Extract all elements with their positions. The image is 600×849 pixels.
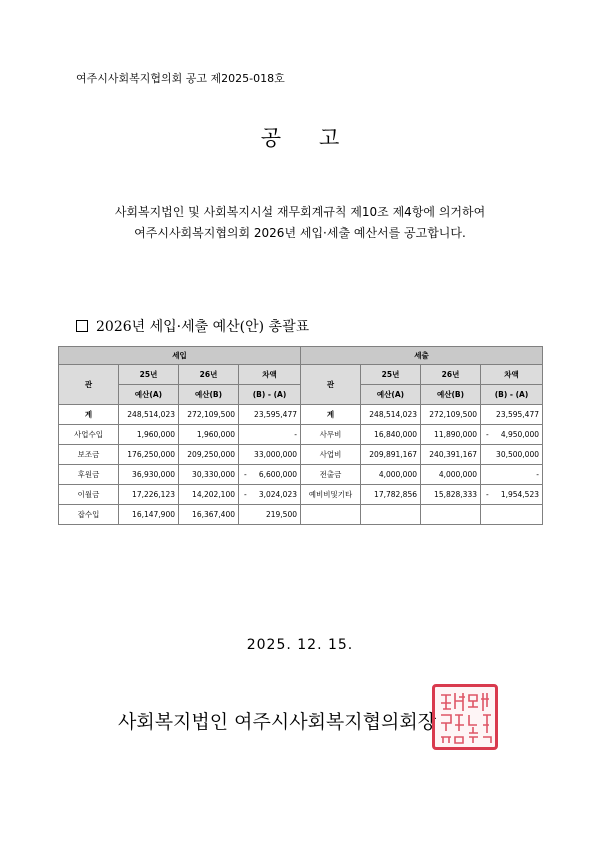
diff-value: 219,500 [265, 510, 297, 519]
income-category-header: 관 [59, 365, 119, 405]
expense-diff-cell [481, 425, 543, 445]
table-row [59, 485, 543, 505]
notice-date: 2025. 12. 15. [246, 637, 354, 653]
income-category-cell: 계 [59, 405, 119, 425]
body-line-2: 여주시사회복지협의회 2026년 세입·세출 예산서를 공고합니다. [134, 226, 466, 240]
section-title: 2026년 세입·세출 예산(안) 총괄표 [96, 319, 310, 335]
expense-category-header: 관 [301, 365, 361, 405]
expense-budget-a-cell: 248,514,023 [361, 405, 421, 425]
diff-value: - [294, 430, 297, 439]
page-title: 공고 [260, 126, 378, 150]
expense-header: 세출 [301, 347, 543, 365]
income-budget-b-cell: 1,960,000 [179, 425, 239, 445]
income-budget-a-cell: 248,514,023 [119, 405, 179, 425]
income-budget-b-cell: 14,202,100 [179, 485, 239, 505]
income-budget-a-cell: 17,226,123 [119, 485, 179, 505]
expense-budget-b-cell [421, 505, 481, 525]
minus-sign: - [486, 430, 489, 439]
income-category-cell: 잡수입 [59, 505, 119, 525]
diff-value: 3,024,023 [258, 490, 297, 499]
income-col-26: 26년 [179, 365, 239, 385]
square-bullet-icon [76, 320, 88, 332]
income-col-diff-sub: (B) - (A) [239, 385, 301, 405]
expense-diff-cell [481, 485, 543, 505]
section-heading [76, 316, 309, 336]
expense-diff-cell [481, 445, 543, 465]
income-category-cell: 후원금 [59, 465, 119, 485]
expense-col-diff-sub: (B) - (A) [481, 385, 543, 405]
income-category-cell: 이월금 [59, 485, 119, 505]
expense-col-26: 26년 [421, 365, 481, 385]
expense-budget-b-cell: 11,890,000 [421, 425, 481, 445]
table-row [59, 405, 543, 425]
diff-value: 33,000,000 [254, 450, 297, 459]
notice-number: 여주시사회복지협의회 공고 제2025-018호 [76, 72, 285, 85]
expense-budget-a-cell: 209,891,167 [361, 445, 421, 465]
income-budget-b-cell: 30,330,000 [179, 465, 239, 485]
diff-value: 6,600,000 [258, 470, 297, 479]
expense-budget-a-cell: 16,840,000 [361, 425, 421, 445]
expense-budget-b-cell: 240,391,167 [421, 445, 481, 465]
budget-summary-table [58, 346, 543, 525]
expense-col-25: 25년 [361, 365, 421, 385]
income-budget-b-cell: 16,367,400 [179, 505, 239, 525]
expense-category-cell: 전출금 [301, 465, 361, 485]
income-diff-cell [239, 485, 301, 505]
diff-value: 23,595,477 [254, 410, 297, 419]
body-line-1: 사회복지법인 및 사회복지시설 재무회계규칙 제10조 제4항에 의거하여 [114, 205, 486, 219]
diff-value: 1,954,523 [500, 490, 539, 499]
income-category-cell: 보조금 [59, 445, 119, 465]
diff-value: - [536, 470, 539, 479]
income-col-diff: 차액 [239, 365, 301, 385]
seal-graphic [435, 687, 495, 747]
expense-budget-b-cell: 272,109,500 [421, 405, 481, 425]
income-col-25: 25년 [119, 365, 179, 385]
income-budget-a-cell: 36,930,000 [119, 465, 179, 485]
income-diff-cell [239, 465, 301, 485]
official-seal [432, 684, 498, 750]
income-diff-cell [239, 505, 301, 525]
table-row [59, 445, 543, 465]
table-row [59, 425, 543, 445]
expense-category-cell: 사무비 [301, 425, 361, 445]
income-diff-cell [239, 405, 301, 425]
expense-budget-b-cell: 4,000,000 [421, 465, 481, 485]
income-diff-cell [239, 445, 301, 465]
expense-diff-cell [481, 405, 543, 425]
expense-budget-a-cell: 4,000,000 [361, 465, 421, 485]
expense-budget-b-cell: 15,828,333 [421, 485, 481, 505]
expense-category-cell [301, 505, 361, 525]
diff-value: 30,500,000 [496, 450, 539, 459]
expense-col-25-sub: 예산(A) [361, 385, 421, 405]
expense-category-cell: 사업비 [301, 445, 361, 465]
expense-col-26-sub: 예산(B) [421, 385, 481, 405]
expense-budget-a-cell: 17,782,856 [361, 485, 421, 505]
diff-value: 23,595,477 [496, 410, 539, 419]
income-col-25-sub: 예산(A) [119, 385, 179, 405]
expense-diff-cell [481, 505, 543, 525]
diff-value: 4,950,000 [500, 430, 539, 439]
table-row [59, 465, 543, 485]
expense-budget-a-cell [361, 505, 421, 525]
expense-category-cell: 예비비및기타 [301, 485, 361, 505]
minus-sign: - [244, 470, 247, 479]
income-budget-a-cell: 1,960,000 [119, 425, 179, 445]
income-category-cell: 사업수입 [59, 425, 119, 445]
expense-category-cell: 계 [301, 405, 361, 425]
income-budget-a-cell: 16,147,900 [119, 505, 179, 525]
income-budget-b-cell: 272,109,500 [179, 405, 239, 425]
minus-sign: - [244, 490, 247, 499]
income-header: 세입 [59, 347, 301, 365]
expense-diff-cell [481, 465, 543, 485]
minus-sign: - [486, 490, 489, 499]
expense-col-diff: 차액 [481, 365, 543, 385]
income-col-26-sub: 예산(B) [179, 385, 239, 405]
table-row [59, 505, 543, 525]
income-budget-b-cell: 209,250,000 [179, 445, 239, 465]
income-diff-cell [239, 425, 301, 445]
signature-line: 사회복지법인 여주시사회복지협의회장 [118, 711, 437, 733]
income-budget-a-cell: 176,250,000 [119, 445, 179, 465]
